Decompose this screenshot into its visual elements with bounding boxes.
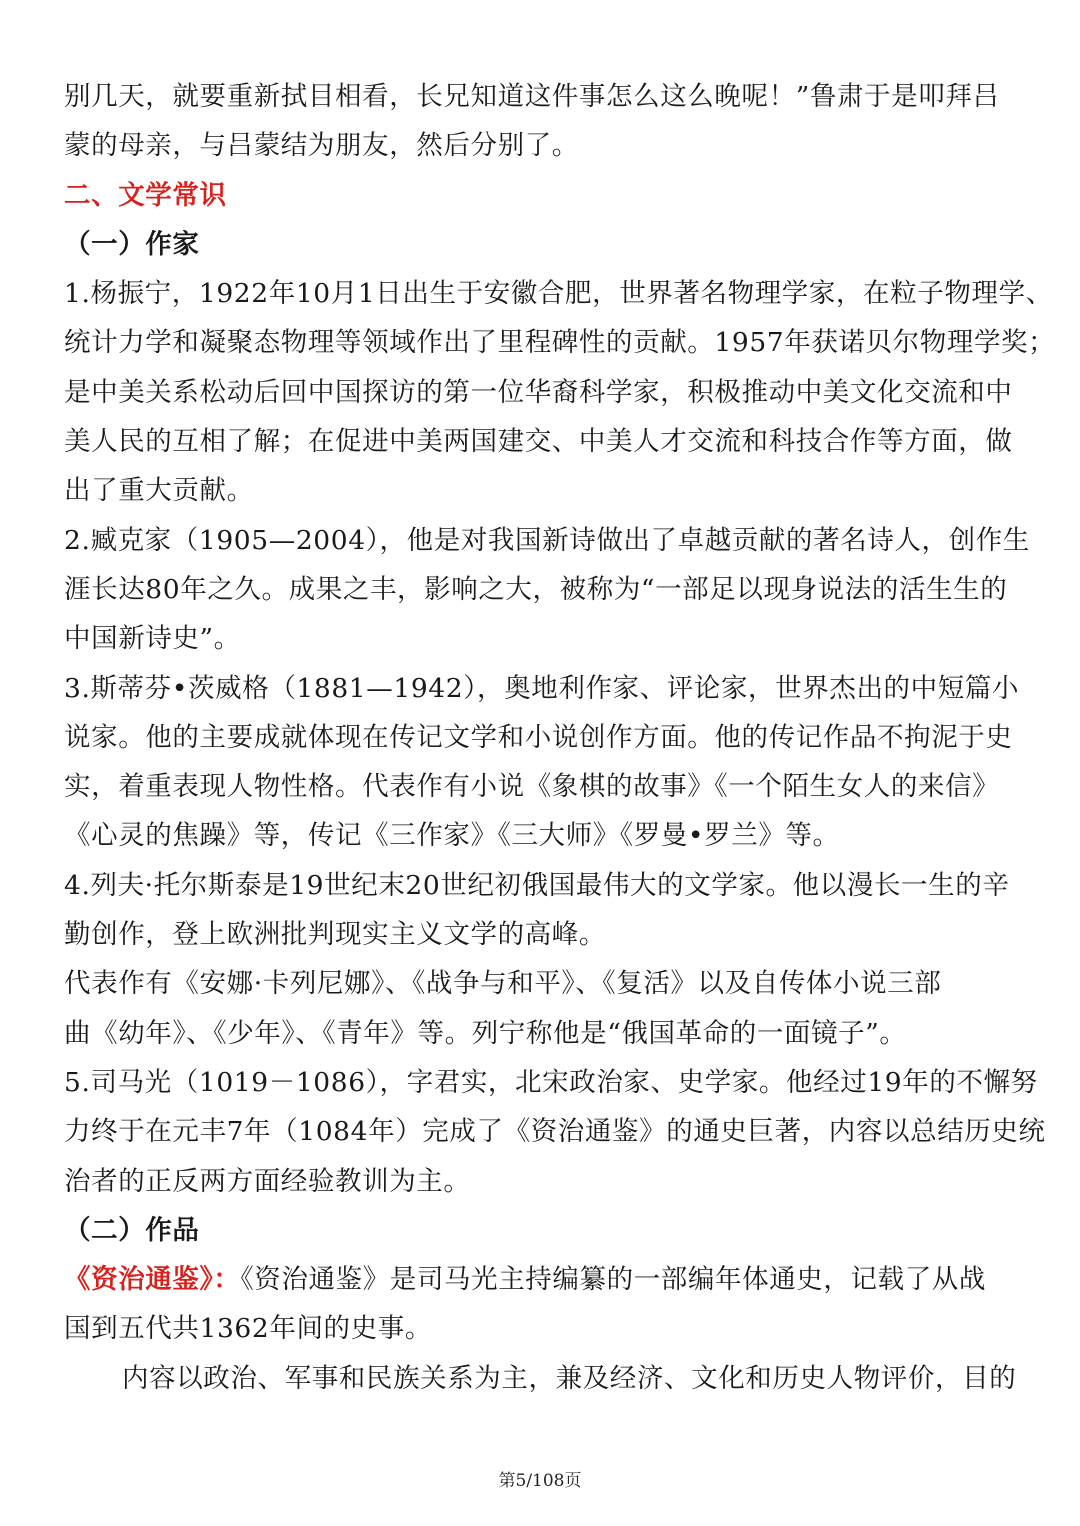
subsection-heading-works: （二）作品 — [64, 1214, 200, 1246]
body-line: 统计力学和凝聚态物理等领域作出了里程碑性的贡献。1957年获诺贝尔物理学奖； — [64, 327, 1056, 359]
body-line: 5.司马光（1019－1086），字君实，北宋政治家、史学家。他经过19年的不懈努 — [64, 1066, 1038, 1098]
section-heading-literary-knowledge: 二、文学常识 — [64, 179, 227, 211]
document-page — [64, 72, 1056, 1403]
body-line: 治者的正反两方面经验教训为主。 — [64, 1165, 471, 1197]
body-line: 3.斯蒂芬•茨威格（1881—1942），奥地利作家、评论家，世界杰出的中短篇小 — [64, 672, 1020, 704]
body-line: 出了重大贡献。 — [64, 475, 254, 507]
body-line: 代表作有《安娜·卡列尼娜》、《战争与和平》、《复活》以及自传体小说三部 — [64, 968, 942, 1000]
body-line: 美人民的互相了解；在促进中美两国建交、中美人才交流和科技合作等方面，做 — [64, 426, 1013, 458]
body-line: 勤创作，登上欧洲批判现实主义文学的高峰。 — [64, 919, 606, 951]
body-line: 是中美关系松动后回中国探访的第一位华裔科学家，积极推动中美文化交流和中 — [64, 376, 1013, 408]
body-line: 2.臧克家（1905—2004），他是对我国新诗做出了卓越贡献的著名诗人，创作生 — [64, 524, 1030, 556]
body-line: 实，着重表现人物性格。代表作有小说《象棋的故事》《一个陌生女人的来信》 — [64, 771, 1000, 803]
body-line: 曲《幼年》、《少年》、《青年》等。列宁称他是“俄国革命的一面镜子”。 — [64, 1017, 907, 1049]
body-line: 《心灵的焦躁》等，传记《三作家》《三大师》《罗曼•罗兰》等。 — [64, 820, 840, 852]
work-description: 《资治通鉴》是司马光主持编纂的一部编年体通史，记载了从战 — [240, 1264, 987, 1296]
body-line: 说家。他的主要成就体现在传记文学和小说创作方面。他的传记作品不拘泥于史 — [64, 721, 1013, 753]
body-line: 4.列夫·托尔斯泰是19世纪末20世纪初俄国最伟大的文学家。他以漫长一生的辛 — [64, 869, 1010, 901]
body-line: 力终于在元丰7年（1084年）完成了《资治通鉴》的通史巨著，内容以总结历史统 — [64, 1116, 1046, 1148]
body-line: 蒙的母亲，与吕蒙结为朋友，然后分别了。 — [64, 130, 579, 162]
work-entry-line — [64, 1255, 1032, 1304]
subsection-heading-authors: （一）作家 — [64, 228, 200, 260]
body-line: 涯长达80年之久。成果之丰，影响之大，被称为“一部足以现身说法的活生生的 — [64, 573, 1008, 605]
body-line: 中国新诗史”。 — [64, 623, 241, 655]
body-line: 1.杨振宁，1922年10月1日出生于安徽合肥，世界著名物理学家，在粒子物理学、 — [64, 278, 1053, 310]
body-line: 国到五代共1362年间的史事。 — [64, 1313, 432, 1345]
body-line-indented: 内容以政治、军事和民族关系为主，兼及经济、文化和历史人物评价，目的 — [122, 1362, 1017, 1394]
work-title-term: 《资治通鉴》： — [64, 1264, 241, 1296]
body-line: 别几天，就要重新拭目相看，长兄知道这件事怎么这么晚呢！”鲁肃于是叩拜吕 — [64, 81, 1000, 112]
page-number: 第5/108页 — [498, 1471, 582, 1491]
